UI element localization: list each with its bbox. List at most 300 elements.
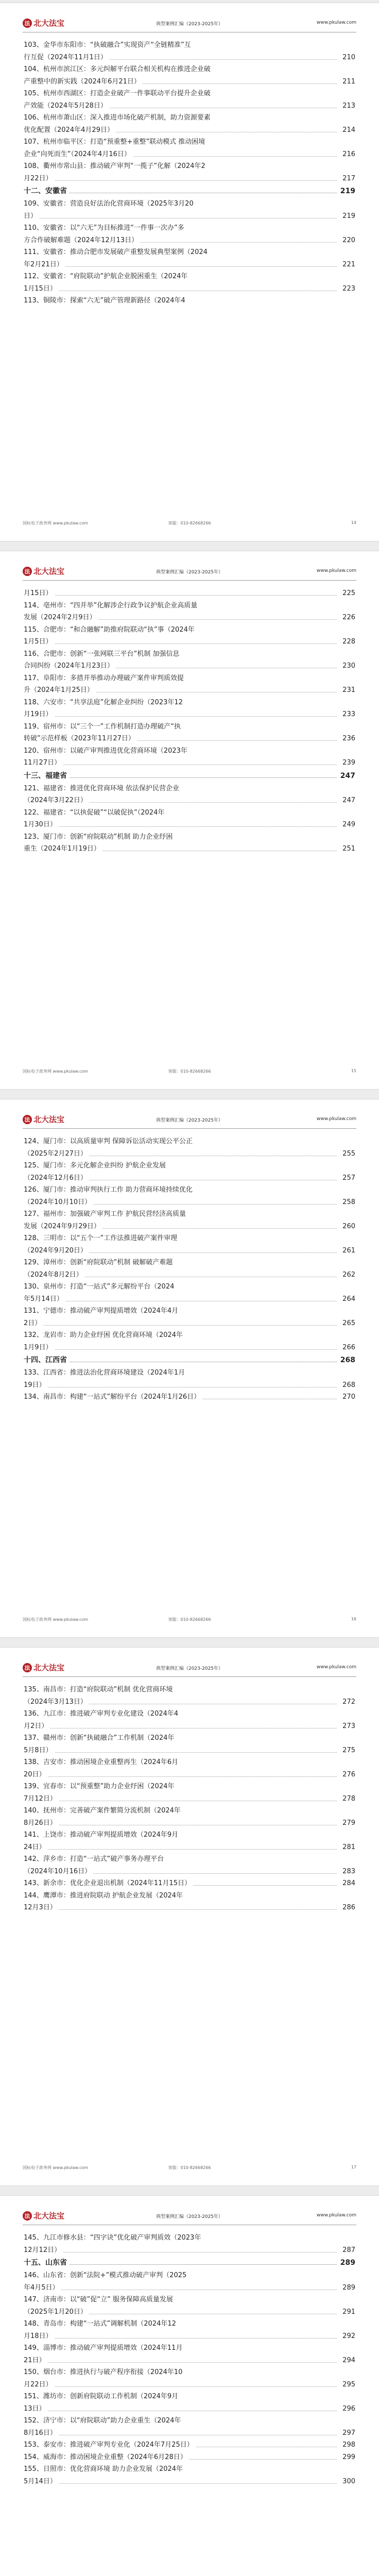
toc-entry[interactable] xyxy=(24,807,355,819)
toc-page-number: 278 xyxy=(340,1793,355,1805)
leader-dots xyxy=(24,2256,337,2265)
toc-entry-text: 5月14日） xyxy=(24,2478,59,2485)
leader-dots xyxy=(24,1317,337,1326)
page-footer xyxy=(23,520,356,528)
toc-entry-text: 147、济南市：以“破”促“立” 服务保障高质量发展 xyxy=(24,2296,175,2303)
toc-page-number: 261 xyxy=(340,1245,355,1257)
header-title: 典型案例汇编（2023-2025年） xyxy=(156,22,223,27)
toc-entry[interactable] xyxy=(24,1841,355,1854)
toc-page-number: 281 xyxy=(340,1841,355,1854)
toc-entry[interactable] xyxy=(24,1817,355,1829)
logo-text: 北大法宝 xyxy=(33,567,65,576)
toc-page-number: 295 xyxy=(340,2379,355,2391)
leader-dots xyxy=(24,173,337,181)
leader-dots xyxy=(24,1841,337,1850)
header-title: 典型案例汇编（2023-2025年） xyxy=(156,1666,223,1671)
toc-entry-text: 1月5日） xyxy=(24,638,55,646)
toc-page-number: 236 xyxy=(340,733,355,745)
toc-list xyxy=(24,587,355,855)
toc-entry-text: 141、上饶市：推动破产审判提质增效（2024年9月 xyxy=(24,1831,180,1839)
toc-entry[interactable] xyxy=(24,222,355,234)
toc-entry[interactable] xyxy=(24,2379,355,2391)
logo-text: 北大法宝 xyxy=(33,1115,65,1124)
document-page xyxy=(0,551,379,1090)
toc-section-heading[interactable] xyxy=(24,769,355,783)
toc-entry[interactable] xyxy=(24,210,355,223)
logo-icon: 法 xyxy=(23,1115,32,1124)
toc-page-number: 255 xyxy=(340,1148,355,1160)
toc-entry-text: 行互促（2024年11月1日） xyxy=(24,54,109,61)
toc-entry-text: 144、鹰潭市：推进府院联动 护航企业发展（2024年 xyxy=(24,1892,185,1900)
toc-entry[interactable] xyxy=(24,1317,355,1330)
toc-entry[interactable] xyxy=(24,660,355,672)
toc-entry[interactable] xyxy=(24,757,355,769)
toc-entry[interactable] xyxy=(24,1367,355,1379)
toc-entry-text: 138、吉安市：推动困境企业重整再生（2024年6月 xyxy=(24,1758,180,1766)
leader-dots xyxy=(24,2244,337,2252)
toc-entry[interactable] xyxy=(24,2330,355,2343)
toc-entry-text: 重生（2024年1月19日） xyxy=(24,845,102,853)
toc-page-number: 262 xyxy=(340,1269,355,1281)
toc-entry-text: 5月8日） xyxy=(24,1747,55,1754)
toc-page-number: 211 xyxy=(340,76,355,88)
toc-entry[interactable] xyxy=(24,1756,355,1769)
toc-entry[interactable] xyxy=(24,2269,355,2282)
toc-entry[interactable] xyxy=(24,1245,355,1257)
leader-dots xyxy=(24,757,337,765)
toc-entry-text: 135、南昌市：打造“府院联动”机制 优化营商环境 xyxy=(24,1686,175,1693)
toc-entry[interactable] xyxy=(24,1232,355,1245)
toc-entry-text: 153、泰安市：推进破产审判专业化（2024年7月25日） xyxy=(24,2441,196,2449)
toc-entry-text: 升（2024年1月25日） xyxy=(24,686,96,694)
toc-entry-text: 123、厦门市：创新“府院联动”机制 助力企业纾困 xyxy=(24,833,175,841)
leader-dots xyxy=(24,2282,337,2290)
page-footer xyxy=(23,2165,356,2172)
toc-entry[interactable] xyxy=(24,1902,355,1914)
toc-page-number: 291 xyxy=(340,2306,355,2318)
toc-entry-text: 137、赣州市：创新“执破融合”工作机制（2024年 xyxy=(24,1734,176,1742)
toc-entry[interactable] xyxy=(24,100,355,112)
toc-list xyxy=(24,2232,355,2487)
toc-page-number: 260 xyxy=(340,1221,355,1233)
toc-entry[interactable] xyxy=(24,1379,355,1392)
toc-entry[interactable] xyxy=(24,198,355,210)
toc-entry-text: 优化配置（2024年4月29日） xyxy=(24,126,116,134)
page-footer xyxy=(23,1069,356,1076)
leader-dots xyxy=(24,2427,337,2435)
toc-entry[interactable] xyxy=(24,1208,355,1221)
toc-page-number: 268 xyxy=(340,1379,355,1392)
logo-icon: 法 xyxy=(23,567,32,576)
toc-entry-text: 121、福建省：推进优化营商环境 依法保护民营企业 xyxy=(24,785,181,792)
toc-page-number: 276 xyxy=(340,1769,355,1781)
toc-entry-text: 155、日照市：优化营商环境 助力企业发展（2024年 xyxy=(24,2465,185,2473)
toc-entry-text: 产效能（2024年5月28日） xyxy=(24,102,109,110)
toc-entry[interactable] xyxy=(24,283,355,295)
toc-entry[interactable] xyxy=(24,76,355,88)
toc-entry[interactable] xyxy=(24,1732,355,1744)
toc-entry-text: 117、阜阳市：多措并举推动办理破产案件审判质效提 xyxy=(24,674,186,682)
toc-entry[interactable] xyxy=(24,708,355,721)
header-url[interactable]: www.pkulaw.com xyxy=(316,1116,356,1122)
toc-entry-text: 107、杭州市临平区：打造“预重整+重整”联动模式 推动困境 xyxy=(24,138,207,146)
page-header xyxy=(23,1113,356,1129)
toc-entry[interactable] xyxy=(24,63,355,76)
toc-entry[interactable] xyxy=(24,1148,355,1160)
toc-entry-text: 111、安徽省：推动合肥市发展破产重整发展典型案例（2024 xyxy=(24,248,210,256)
toc-entry-text: （2024年3月13日） xyxy=(24,1698,89,1706)
toc-entry-text: 120、宿州市：以破产审判推进优化营商环境（2023年 xyxy=(24,747,190,755)
toc-entry[interactable] xyxy=(24,39,355,52)
toc-entry[interactable] xyxy=(24,1342,355,1354)
toc-entry-text: 129、漳州市：创新“府院联动”机制 破解破产难题 xyxy=(24,1259,175,1266)
toc-page-number: 213 xyxy=(340,100,355,112)
header-url[interactable]: www.pkulaw.com xyxy=(316,20,356,25)
toc-entry-text: 131、宁德市：推动破产审判提质增效（2024年4月 xyxy=(24,1307,180,1315)
toc-entry[interactable] xyxy=(24,160,355,173)
toc-entry[interactable] xyxy=(24,1890,355,1902)
toc-entry-text: （2024年8月2日） xyxy=(24,1271,85,1279)
toc-entry[interactable] xyxy=(24,2366,355,2379)
toc-entry-text: 124、厦门市：以高质量审判 保障诉讼活动实现公平公正 xyxy=(24,1138,195,1145)
toc-entry[interactable] xyxy=(24,2415,355,2427)
toc-list xyxy=(24,1136,355,1403)
toc-entry[interactable] xyxy=(24,88,355,100)
toc-entry[interactable] xyxy=(24,1391,355,1403)
toc-entry-text xyxy=(24,1916,26,1924)
leader-dots xyxy=(24,1353,337,1362)
toc-entry-text: 1月9日） xyxy=(24,1344,55,1351)
toc-entry[interactable] xyxy=(24,270,355,283)
toc-entry-text: 21日） xyxy=(24,2357,48,2364)
document-page xyxy=(0,1647,379,2186)
toc-entry-text: 113、铜陵市：探索“六无”破产管理新路径（2024年4 xyxy=(24,297,187,304)
toc-entry-text: （2024年12月6日） xyxy=(24,1174,89,1182)
toc-entry-text: 12月3日） xyxy=(24,1904,59,1911)
toc-entry[interactable] xyxy=(24,587,355,600)
toc-section-heading[interactable] xyxy=(24,1353,355,1367)
toc-entry[interactable] xyxy=(24,648,355,660)
toc-entry[interactable] xyxy=(24,2232,355,2244)
toc-entry[interactable] xyxy=(24,2463,355,2476)
toc-entry[interactable] xyxy=(24,259,355,271)
toc-entry-text: （2024年10月10日） xyxy=(24,1198,93,1206)
toc-entry[interactable] xyxy=(24,783,355,795)
toc-entry-text: 112、安徽省：“府院联动”护航企业脱困重生（2024年 xyxy=(24,273,190,280)
toc-entry-text: 24日） xyxy=(24,1843,48,1851)
footer-left: 国标电子政务网 www.pkulaw.com xyxy=(23,2165,89,2170)
toc-entry-text: 104、杭州市滨江区：多元纠解平台联合相关机构在推进企业破 xyxy=(24,65,213,73)
toc-entry-text: 日） xyxy=(24,212,39,220)
toc-entry-text: 151、潍坊市：创新府院联动工作机制（2024年9月 xyxy=(24,2393,180,2400)
toc-page-number: 230 xyxy=(340,660,355,672)
toc-page-number: 219 xyxy=(340,210,355,223)
page-header xyxy=(23,16,356,32)
header-title: 典型案例汇编（2023-2025年） xyxy=(156,2214,223,2219)
toc-entry-text: 月19日） xyxy=(24,710,55,718)
toc-entry[interactable] xyxy=(24,794,355,807)
toc-entry[interactable] xyxy=(24,136,355,148)
toc-entry[interactable] xyxy=(24,1793,355,1805)
toc-list xyxy=(24,39,355,307)
toc-page-number: 233 xyxy=(340,708,355,721)
toc-entry[interactable] xyxy=(24,1196,355,1209)
toc-entry[interactable] xyxy=(24,1257,355,1269)
toc-entry-text: 110、安徽省：以“六无”为目标推进“一件事一次办”多 xyxy=(24,224,186,232)
leader-dots xyxy=(24,1902,337,1910)
toc-entry-text: 149、淄博市：推动破产审判提质增效（2024年11月 xyxy=(24,2344,184,2352)
header-url[interactable]: www.pkulaw.com xyxy=(316,568,356,573)
toc-entry[interactable] xyxy=(24,636,355,648)
toc-entry-text: 125、厦门市：多元化解企业纠纷 护航企业发展 xyxy=(24,1162,168,1170)
toc-entry-text: 1月15日） xyxy=(24,285,59,293)
toc-entry[interactable] xyxy=(24,612,355,624)
toc-entry[interactable] xyxy=(24,672,355,685)
toc-entry[interactable] xyxy=(24,1269,355,1281)
toc-entry[interactable] xyxy=(24,1184,355,1196)
toc-entry[interactable] xyxy=(24,1684,355,1696)
footer-center: 客服：010-82668266 xyxy=(168,1617,211,1622)
toc-entry[interactable] xyxy=(24,1329,355,1342)
toc-page-number: 287 xyxy=(340,2244,355,2257)
toc-entry[interactable] xyxy=(24,1305,355,1317)
leader-dots xyxy=(24,587,337,596)
toc-entry[interactable] xyxy=(24,721,355,733)
toc-entry[interactable] xyxy=(24,1914,355,1926)
toc-entry[interactable] xyxy=(24,1829,355,1841)
toc-entry[interactable] xyxy=(24,1708,355,1720)
document-page xyxy=(0,3,379,541)
toc-page-number: 217 xyxy=(340,173,355,185)
toc-entry[interactable] xyxy=(24,1293,355,1306)
page-number: 15 xyxy=(351,1069,356,1073)
toc-page-number: 270 xyxy=(340,1391,355,1403)
toc-page-number: 265 xyxy=(340,1317,355,1330)
leader-dots xyxy=(24,636,337,644)
toc-entry[interactable] xyxy=(24,173,355,185)
toc-entry[interactable] xyxy=(24,1696,355,1708)
toc-entry-text: 年2月21日） xyxy=(24,261,65,268)
toc-entry-text: 132、龙岩市：助力企业纾困 优化营商环境（2024年 xyxy=(24,1331,185,1339)
toc-entry[interactable] xyxy=(24,2282,355,2294)
toc-section-heading[interactable] xyxy=(24,2256,355,2269)
toc-page-number: 296 xyxy=(340,2403,355,2415)
toc-page-number: 298 xyxy=(340,2439,355,2451)
toc-entry-text: 11月27日） xyxy=(24,759,63,767)
toc-page-number: 273 xyxy=(340,1720,355,1733)
toc-entry[interactable] xyxy=(24,2403,355,2415)
toc-entry[interactable] xyxy=(24,2306,355,2318)
toc-entry-text: 月22日） xyxy=(24,2381,55,2388)
page-footer xyxy=(23,1617,356,1624)
leader-dots xyxy=(24,1744,337,1753)
toc-entry[interactable] xyxy=(24,1805,355,1817)
toc-entry[interactable] xyxy=(24,2476,355,2488)
leader-dots xyxy=(24,1793,337,1801)
toc-entry-text: 发展（2024年9月29日） xyxy=(24,1223,102,1230)
toc-entry-text: 152、济宁市：以“府院联动”助力企业重生（2024年 xyxy=(24,2417,183,2425)
toc-entry-text: 136、九江市：推进破产审判专业化建设（2024年4 xyxy=(24,1710,180,1718)
toc-entry[interactable] xyxy=(24,1720,355,1733)
toc-entry[interactable] xyxy=(24,124,355,137)
toc-entry[interactable] xyxy=(24,112,355,124)
toc-page-number: 294 xyxy=(340,2354,355,2367)
toc-page-number: 251 xyxy=(340,843,355,855)
toc-entry-text: （2024年10月16日） xyxy=(24,1868,93,1875)
toc-entry[interactable] xyxy=(24,697,355,709)
toc-page-number: 226 xyxy=(340,612,355,624)
leader-dots xyxy=(24,1720,337,1728)
toc-page-number: 275 xyxy=(340,1744,355,1757)
toc-page-number: 221 xyxy=(340,259,355,271)
page-number: 14 xyxy=(351,520,356,525)
toc-entry-text: 146、山东省：创新“法院+”模式推动破产审判（2025 xyxy=(24,2272,188,2279)
toc-entry-text: 13日） xyxy=(24,2405,48,2413)
leader-dots xyxy=(24,769,337,778)
leader-dots xyxy=(24,2354,337,2363)
leader-dots xyxy=(24,1293,337,1301)
toc-entry-text: 发展（2024年2月9日） xyxy=(24,614,98,621)
toc-entry[interactable] xyxy=(24,1281,355,1293)
toc-page-number: 297 xyxy=(340,2427,355,2439)
toc-entry-text: 月2日） xyxy=(24,1722,50,1730)
toc-entry-text: 月22日） xyxy=(24,175,55,182)
toc-entry-text: 116、合肥市：创新“一张网联三平台”机制 加强信息 xyxy=(24,650,181,658)
toc-entry[interactable] xyxy=(24,831,355,843)
toc-entry[interactable] xyxy=(24,2439,355,2451)
toc-entry[interactable] xyxy=(24,1853,355,1866)
toc-entry[interactable] xyxy=(24,2391,355,2403)
toc-entry-text: 8月26日） xyxy=(24,1819,59,1827)
toc-entry[interactable] xyxy=(24,1866,355,1878)
toc-entry[interactable] xyxy=(24,2427,355,2439)
toc-page-number: 264 xyxy=(340,1293,355,1306)
toc-entry-text: （2025年1月20日） xyxy=(24,2308,89,2316)
toc-page-number: 299 xyxy=(340,2451,355,2464)
toc-entry-text: 119、宿州市：以“三个一”工作机制打造办理破产“执 xyxy=(24,723,183,731)
toc-entry-text: 19日） xyxy=(24,1381,48,1389)
toc-entry-text: 148、青岛市：构建“一站式”调解机制（2024年12 xyxy=(24,2320,178,2328)
leader-dots xyxy=(24,819,337,827)
toc-entry[interactable] xyxy=(24,2294,355,2306)
toc-entry[interactable] xyxy=(24,2354,355,2367)
toc-entry[interactable] xyxy=(24,624,355,636)
toc-entry-text: 106、杭州市萧山区：深入推进市场化破产机制，助力资源要素 xyxy=(24,114,213,122)
logo-icon: 法 xyxy=(23,19,32,28)
toc-entry-text: 方合作破解难题（2024年12月13日） xyxy=(24,236,140,244)
document-page xyxy=(0,2195,379,2576)
toc-entry[interactable] xyxy=(24,684,355,697)
toc-entry[interactable] xyxy=(24,1781,355,1793)
toc-entry[interactable] xyxy=(24,52,355,64)
toc-entry-text: 12月12日） xyxy=(24,2246,63,2254)
toc-entry-text: 十五、山东省 xyxy=(24,2259,69,2267)
toc-entry-text: （2024年3月22日） xyxy=(24,796,89,804)
header-url[interactable]: www.pkulaw.com xyxy=(316,1665,356,1670)
toc-entry-text: 年4月5日） xyxy=(24,2284,61,2292)
toc-entry[interactable] xyxy=(24,2342,355,2354)
toc-entry-text: 114、亳州市：“四并举”化解涉企行政争议护航企业高质量 xyxy=(24,602,199,609)
logo-icon: 法 xyxy=(23,1663,32,1672)
toc-entry[interactable] xyxy=(24,819,355,831)
toc-entry[interactable] xyxy=(24,1136,355,1148)
footer-left: 国标电子政务网 www.pkulaw.com xyxy=(23,1617,89,1622)
page-header xyxy=(23,565,356,581)
toc-entry-text: 企业“向死而生”（2024年4月16日） xyxy=(24,150,133,158)
toc-page-number: 266 xyxy=(340,1342,355,1354)
toc-entry[interactable] xyxy=(24,733,355,745)
toc-list xyxy=(24,1684,355,1926)
toc-page-number: 268 xyxy=(338,1353,355,1367)
toc-entry-text: 十二、安徽省 xyxy=(24,187,69,195)
toc-entry[interactable] xyxy=(24,2318,355,2330)
toc-entry[interactable] xyxy=(24,2451,355,2464)
toc-entry[interactable] xyxy=(24,1221,355,1233)
toc-page-number: 300 xyxy=(340,2476,355,2488)
toc-entry-text: 108、衢州市常山县：推动破产审判“一揽子”化解（2024年2 xyxy=(24,162,208,170)
toc-entry-text: （2024年9月20日） xyxy=(24,1247,89,1255)
toc-page-number: 279 xyxy=(340,1817,355,1829)
leader-dots xyxy=(24,2330,337,2338)
leader-dots xyxy=(24,259,337,267)
page-header xyxy=(23,1661,356,1677)
toc-section-heading[interactable] xyxy=(24,184,355,198)
footer-center: 客服：010-82668266 xyxy=(168,1069,211,1074)
toc-entry[interactable] xyxy=(24,1769,355,1781)
header-url[interactable]: www.pkulaw.com xyxy=(316,2213,356,2218)
toc-page-number: 257 xyxy=(340,1172,355,1184)
toc-entry[interactable] xyxy=(24,1172,355,1184)
toc-page-number: 239 xyxy=(340,757,355,769)
toc-entry[interactable] xyxy=(24,843,355,855)
leader-dots xyxy=(24,283,337,291)
toc-entry[interactable] xyxy=(24,600,355,612)
toc-entry[interactable] xyxy=(24,1160,355,1172)
header-title: 典型案例汇编（2023-2025年） xyxy=(156,1118,223,1123)
toc-page-number: 216 xyxy=(340,148,355,161)
toc-entry[interactable] xyxy=(24,295,355,307)
toc-entry[interactable] xyxy=(24,1744,355,1757)
leader-dots xyxy=(24,1817,337,1825)
toc-entry[interactable] xyxy=(24,745,355,757)
toc-entry[interactable] xyxy=(24,246,355,259)
logo-text: 北大法宝 xyxy=(33,19,65,28)
logo-text: 北大法宝 xyxy=(33,2211,65,2221)
toc-entry[interactable] xyxy=(24,148,355,161)
toc-entry-text: 143、新余市：优化企业退出机制（2024年11月15日） xyxy=(24,1879,193,1887)
footer-left: 国标电子政务网 www.pkulaw.com xyxy=(23,1069,89,1074)
toc-page-number: 292 xyxy=(340,2330,355,2343)
document-page xyxy=(0,1099,379,1638)
header-title: 典型案例汇编（2023-2025年） xyxy=(156,570,223,575)
footer-center: 客服：010-82668266 xyxy=(168,2165,211,2170)
toc-page-number: 220 xyxy=(340,234,355,247)
toc-entry-text: 产重整中的新实践（2024年6月21日） xyxy=(24,78,143,86)
toc-page-number: 219 xyxy=(338,184,355,198)
logo-icon: 法 xyxy=(23,2211,32,2221)
toc-entry-text: 133、江西省：推进法治化营商环境建设（2024年1月 xyxy=(24,1369,187,1377)
toc-entry[interactable] xyxy=(24,234,355,247)
toc-entry[interactable] xyxy=(24,1877,355,1890)
toc-entry-text: 139、宜春市：以“预重整”助力企业纾困（2024年 xyxy=(24,1783,176,1790)
toc-entry-text: 月18日） xyxy=(24,2332,55,2340)
leader-dots xyxy=(24,2379,337,2387)
toc-page-number: 210 xyxy=(340,52,355,64)
toc-entry-text: 128、三明市：以“五个一”工作法推进破产案件审理 xyxy=(24,1234,179,1242)
toc-entry-text: 130、泉州市：打造“一站式”多元解纷平台（2024 xyxy=(24,1283,176,1291)
toc-entry[interactable] xyxy=(24,2244,355,2257)
toc-page-number: 286 xyxy=(340,1902,355,1914)
